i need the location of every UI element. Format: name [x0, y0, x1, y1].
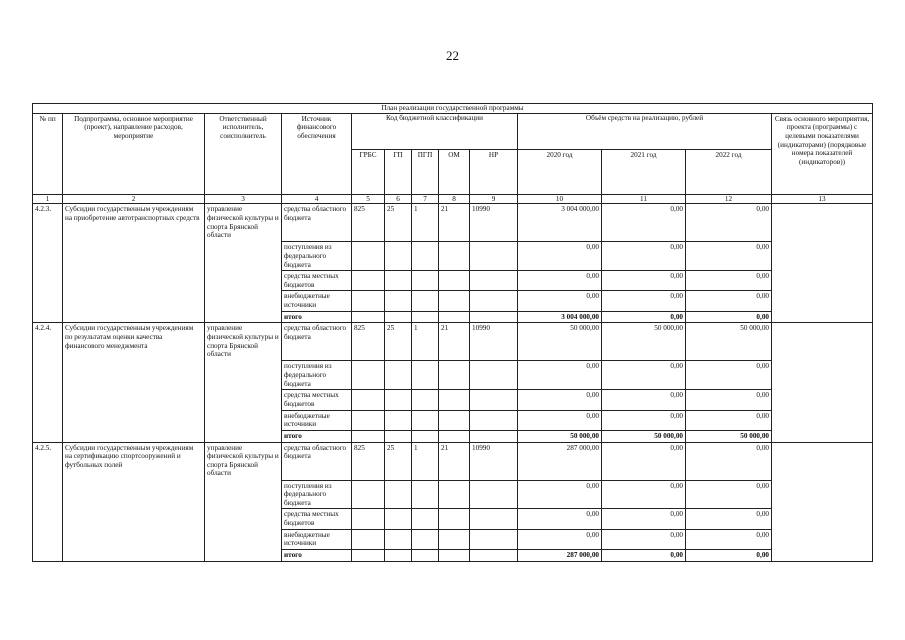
- cell-2021: 0,00: [602, 509, 686, 529]
- plan-table-container: [32, 103, 872, 562]
- row-source: внебюджетные источники: [282, 529, 352, 549]
- cell-2021: 0,00: [602, 242, 686, 271]
- cell-2021: 0,00: [602, 529, 686, 549]
- total-2022: 0,00: [686, 550, 772, 562]
- cell-np: 10990: [470, 323, 518, 361]
- cell-gp: 25: [385, 323, 412, 361]
- header-np: НР: [470, 150, 518, 194]
- col-number: 6: [385, 194, 412, 204]
- cell-pgp: 1: [412, 442, 439, 480]
- cell-2021: 0,00: [602, 442, 686, 480]
- col-number: 8: [439, 194, 470, 204]
- total-2022: 50 000,00: [686, 430, 772, 442]
- row-source: средства областного бюджета: [282, 442, 352, 480]
- row-responsible: управление физической культуры и спорта Брянской области: [205, 442, 282, 561]
- row-responsible: управление физической культуры и спорта Брянской области: [205, 204, 282, 323]
- col-number: 13: [772, 194, 873, 204]
- cell-2020: 0,00: [518, 410, 602, 430]
- col-number: 12: [686, 194, 772, 204]
- cell-np: 10990: [470, 204, 518, 242]
- header-pgp: ПГП: [412, 150, 439, 194]
- header-link: Связь основного мероприятия, проекта (программы) с целевыми показателями (индикаторами) (порядковые номера показателей (индикаторов)): [772, 113, 873, 194]
- plan-table: [32, 103, 873, 562]
- cell-2020: 0,00: [518, 361, 602, 390]
- cell-gp: 25: [385, 204, 412, 242]
- header-sources: Источник финансового обеспечения: [282, 113, 352, 194]
- row-num: 4.2.3.: [33, 204, 63, 323]
- header-name: Подпрограмма, основное мероприятие (проект), направление расходов, мероприятие: [63, 113, 205, 194]
- total-label: итого: [282, 311, 352, 323]
- cell-pgp: 1: [412, 323, 439, 361]
- cell-2021: 0,00: [602, 410, 686, 430]
- cell-2022: 0,00: [686, 529, 772, 549]
- cell-link: [772, 323, 873, 442]
- header-gp: ГП: [385, 150, 412, 194]
- header-2021: 2021 год: [602, 150, 686, 194]
- row-name: Субсидии государственным учреждениям на сертификацию спортсооружений и футбольных полей: [63, 442, 205, 561]
- total-2020: 287 000,00: [518, 550, 602, 562]
- row-source: средства областного бюджета: [282, 323, 352, 361]
- cell-grbs: 825: [352, 442, 385, 480]
- cell-2020: 0,00: [518, 480, 602, 509]
- cell-2021: 0,00: [602, 361, 686, 390]
- row-source: средства местных бюджетов: [282, 390, 352, 410]
- cell-2022: 50 000,00: [686, 323, 772, 361]
- cell-pgp: 1: [412, 204, 439, 242]
- row-source: внебюджетные источники: [282, 291, 352, 311]
- cell-2020: 0,00: [518, 390, 602, 410]
- cell-om: 21: [439, 442, 470, 480]
- cell-2021: 0,00: [602, 480, 686, 509]
- cell-2020: 0,00: [518, 271, 602, 291]
- total-2021: 0,00: [602, 311, 686, 323]
- cell-gp: 25: [385, 442, 412, 480]
- header-2022: 2022 год: [686, 150, 772, 194]
- row-source: средства местных бюджетов: [282, 271, 352, 291]
- header-responsible: Ответственный исполнитель, соисполнитель: [205, 113, 282, 194]
- cell-2022: 0,00: [686, 291, 772, 311]
- row-num: 4.2.5.: [33, 442, 63, 561]
- cell-2021: 0,00: [602, 271, 686, 291]
- row-name: Субсидии государственным учреждениям по результатам оценки качества финансового менеджмента: [63, 323, 205, 442]
- cell-2021: 0,00: [602, 390, 686, 410]
- plan-title: План реализации государственной программы: [33, 104, 873, 114]
- cell-2020: 0,00: [518, 509, 602, 529]
- header-budget-code-group: Код бюджетной классификации: [352, 113, 518, 150]
- row-source: поступления из федерального бюджета: [282, 242, 352, 271]
- cell-om: 21: [439, 323, 470, 361]
- row-source: поступления из федерального бюджета: [282, 480, 352, 509]
- header-om: ОМ: [439, 150, 470, 194]
- header-volume-group: Объём средств на реализацию, рублей: [518, 113, 772, 150]
- total-2021: 0,00: [602, 550, 686, 562]
- total-label: итого: [282, 430, 352, 442]
- cell-2020: 0,00: [518, 242, 602, 271]
- cell-2022: 0,00: [686, 480, 772, 509]
- col-number: 11: [602, 194, 686, 204]
- cell-2022: 0,00: [686, 390, 772, 410]
- cell-2021: 0,00: [602, 291, 686, 311]
- row-source: поступления из федерального бюджета: [282, 361, 352, 390]
- cell-2022: 0,00: [686, 204, 772, 242]
- row-source: средства областного бюджета: [282, 204, 352, 242]
- row-name: Субсидии государственным учреждениям на приобретение автотранспортных средств: [63, 204, 205, 323]
- cell-2022: 0,00: [686, 442, 772, 480]
- col-number: 1: [33, 194, 63, 204]
- header-grbs: ГРБС: [352, 150, 385, 194]
- cell-grbs: 825: [352, 323, 385, 361]
- header-2020: 2020 год: [518, 150, 602, 194]
- col-number: 4: [282, 194, 352, 204]
- cell-2022: 0,00: [686, 271, 772, 291]
- cell-2021: 0,00: [602, 204, 686, 242]
- row-num: 4.2.4.: [33, 323, 63, 442]
- cell-2021: 50 000,00: [602, 323, 686, 361]
- col-number: 3: [205, 194, 282, 204]
- header-num: № пп: [33, 113, 63, 194]
- total-2022: 0,00: [686, 311, 772, 323]
- table-row: [33, 204, 873, 242]
- cell-2022: 0,00: [686, 410, 772, 430]
- cell-2020: 0,00: [518, 291, 602, 311]
- cell-2022: 0,00: [686, 242, 772, 271]
- table-row: [33, 323, 873, 361]
- total-2020: 50 000,00: [518, 430, 602, 442]
- row-responsible: управление физической культуры и спорта Брянской области: [205, 323, 282, 442]
- cell-2020: 0,00: [518, 529, 602, 549]
- cell-grbs: 825: [352, 204, 385, 242]
- total-label: итого: [282, 550, 352, 562]
- total-2020: 3 004 000,00: [518, 311, 602, 323]
- row-source: внебюджетные источники: [282, 410, 352, 430]
- cell-2022: 0,00: [686, 361, 772, 390]
- page-number: 22: [446, 48, 459, 63]
- cell-2020: 287 000,00: [518, 442, 602, 480]
- cell-link: [772, 442, 873, 561]
- table-row: [33, 442, 873, 480]
- col-number: 10: [518, 194, 602, 204]
- col-number: 5: [352, 194, 385, 204]
- col-number: 9: [470, 194, 518, 204]
- col-number: 2: [63, 194, 205, 204]
- column-number-row: [33, 194, 873, 204]
- cell-link: [772, 204, 873, 323]
- row-source: средства местных бюджетов: [282, 509, 352, 529]
- cell-2022: 0,00: [686, 509, 772, 529]
- col-number: 7: [412, 194, 439, 204]
- cell-np: 10990: [470, 442, 518, 480]
- cell-2020: 50 000,00: [518, 323, 602, 361]
- cell-om: 21: [439, 204, 470, 242]
- cell-2020: 3 004 000,00: [518, 204, 602, 242]
- total-2021: 50 000,00: [602, 430, 686, 442]
